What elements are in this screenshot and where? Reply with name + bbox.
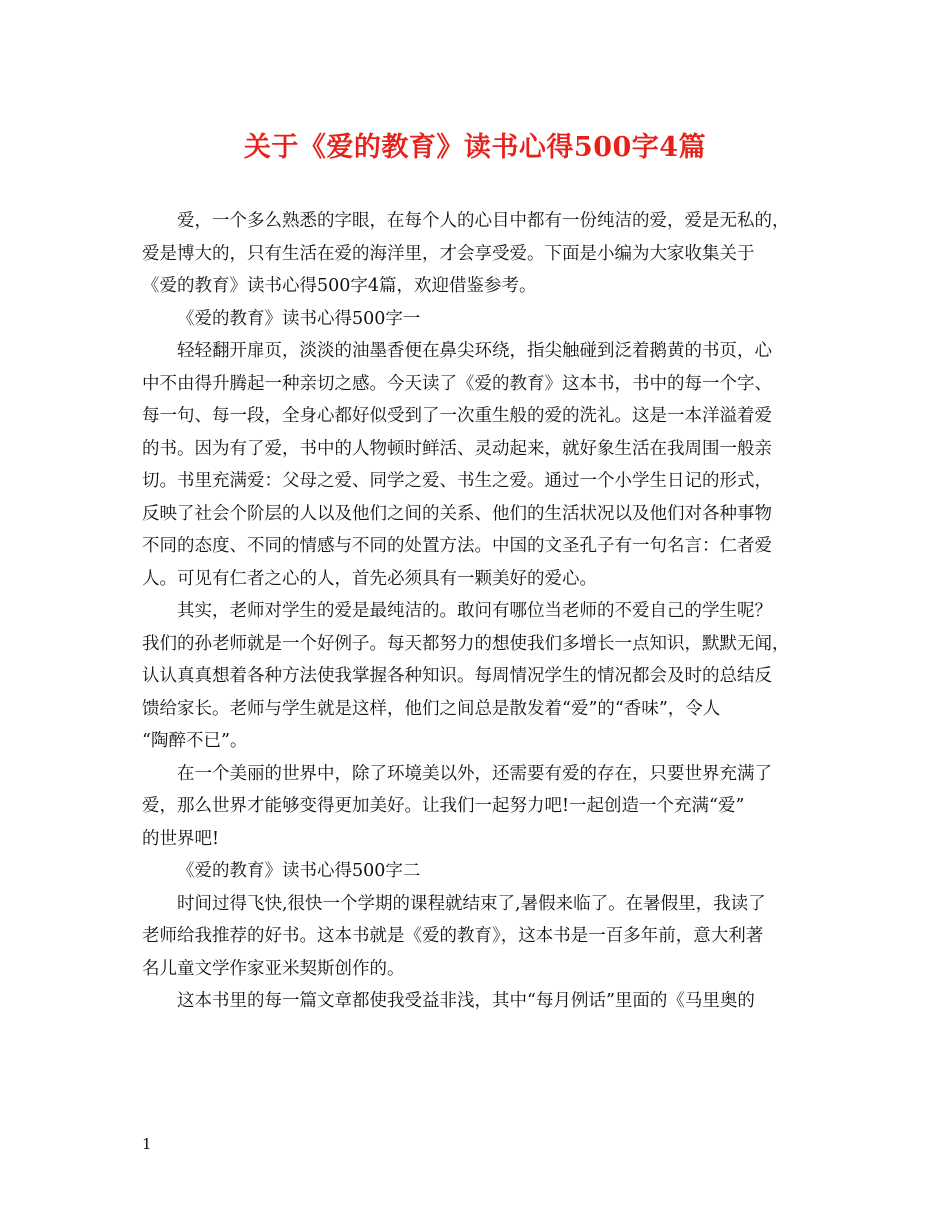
document-body [142,205,810,1018]
text-line: 我们的孙老师就是一个好例子。每天都努力的想使我们多增长一点知识，默默无闻， [142,633,790,654]
text-line: 的书。因为有了爱，书中的人物顿时鲜活、灵动起来，就好象生活在我周围一般亲 [142,438,772,459]
text-line: 的世界吧! [142,828,220,849]
text-line: 其实，老师对学生的爱是最纯洁的。敢问有哪位当老师的不爱自己的学生呢？ [177,601,772,621]
text-line: 名儿童文学作家亚米契斯创作的。 [142,958,405,979]
text-line: 《爱的教育》读书心得500字一 [177,308,421,329]
text-line: “陶醉不已”。 [142,731,248,751]
text-line: 人。可见有仁者之心的人，首先必须具有一颗美好的爱心。 [142,568,597,589]
document-title: 关于《爱的教育》读书心得500字4篇 [243,132,707,163]
text-line: 爱，那么世界才能够变得更加美好。让我们一起努力吧!一起创造一个充满“爱” [142,796,745,816]
text-line: 时间过得飞快,很快一个学期的课程就结束了,暑假来临了。在暑假里，我读了 [177,893,766,914]
text-line: 每一句、每一段，全身心都好似受到了一次重生般的爱的洗礼。这是一本洋溢着爱 [142,406,772,426]
text-line: 《爱的教育》读书心得500字二 [177,861,421,881]
text-line: 《爱的教育》读书心得500字4篇，欢迎借鉴参考。 [142,276,537,296]
text-line: 这本书里的每一篇文章都使我受益非浅，其中“每月例话”里面的《马里奥的 [177,991,755,1011]
text-line: 老师给我推荐的好书。这本书就是《爱的教育》，这本书是一百多年前，意大利著 [142,926,764,946]
text-line: 认认真真想着各种方法使我掌握各种知识。每周情况学生的情况都会及时的总结反 [142,666,772,686]
text-line: 在一个美丽的世界中，除了环境美以外，还需要有爱的存在，只要世界充满了 [177,763,772,784]
page-number: 1 [142,1135,152,1153]
text-line: 馈给家长。老师与学生就是这样，他们之间总是散发着“爱”的“香味”，令人 [142,698,721,719]
text-line: 爱，一个多么熟悉的字眼，在每个人的心目中都有一份纯洁的爱，爱是无私的， [177,211,790,231]
text-line: 中不由得升腾起一种亲切之感。今天读了《爱的教育》这本书，书中的每一个字、 [142,373,772,394]
text-line: 轻轻翻开扉页，淡淡的油墨香便在鼻尖环绕，指尖触碰到泛着鹅黄的书页，心 [177,341,772,361]
text-line: 爱是博大的，只有生活在爱的海洋里，才会享受爱。下面是小编为大家收集关于 [142,243,755,264]
text-line: 不同的态度、不同的情感与不同的处置方法。中国的文圣孔子有一句名言：仁者爱 [142,536,772,556]
text-line: 反映了社会个阶层的人以及他们之间的关系、他们的生活状况以及他们对各种事物 [142,503,772,524]
text-line: 切。书里充满爱：父母之爱、同学之爱、书生之爱。通过一个小学生日记的形式， [142,471,772,491]
